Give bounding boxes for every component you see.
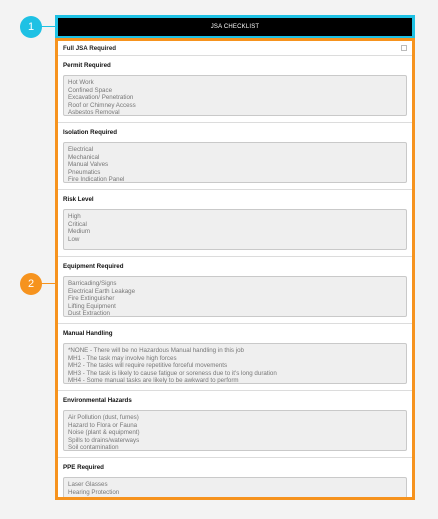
list-option[interactable]: MH4 - Some manual tasks are likely to be awkward to perform [68, 377, 239, 384]
list-option[interactable]: Low [68, 235, 80, 243]
section [58, 257, 412, 324]
multi-select-list[interactable] [63, 276, 407, 317]
section [58, 123, 412, 190]
list-option[interactable]: Hazard to Flora or Fauna [68, 421, 138, 429]
list-option[interactable]: Dust Extraction [68, 310, 110, 317]
section-title: Equipment Required [63, 263, 124, 270]
section [58, 190, 412, 257]
section-title: Environmental Hazards [63, 397, 132, 404]
page-title: JSA CHECKLIST [210, 24, 260, 30]
list-option[interactable]: Fire Indication Panel [68, 176, 125, 183]
multi-select-list[interactable] [63, 142, 407, 183]
multi-select-list[interactable] [63, 410, 407, 451]
multi-select-list[interactable] [63, 209, 407, 250]
multi-select-list[interactable] [63, 75, 407, 116]
list-option[interactable]: Noise (plant & equipment) [68, 429, 140, 437]
list-option[interactable]: Electrical [68, 146, 94, 153]
section [58, 56, 412, 123]
list-option[interactable]: Pneumatics [68, 168, 101, 176]
list-option[interactable]: Hot Work [68, 79, 94, 86]
section [58, 324, 412, 391]
list-option[interactable]: Hearing Protection [68, 488, 120, 496]
section [58, 391, 412, 458]
list-option[interactable]: Critical [68, 220, 87, 228]
callout-2-badge: 2 [20, 273, 42, 295]
section-title: Risk Level [63, 196, 94, 203]
list-option[interactable]: Electrical Earth Leakage [68, 287, 136, 295]
checklist-sections [58, 56, 412, 500]
section [58, 458, 412, 500]
list-option[interactable]: Confined Space [68, 86, 113, 94]
jsa-checklist-form [55, 38, 415, 500]
list-option[interactable]: MH3 - The task is likely to cause fatigue or soreness due to it's long duration [68, 369, 277, 377]
list-option[interactable]: Laser Glasses [68, 481, 108, 488]
section-title: Permit Required [63, 62, 111, 69]
list-option[interactable]: High [68, 213, 81, 220]
list-option[interactable]: Fire Extinguisher [68, 295, 115, 303]
full-jsa-checkbox[interactable] [401, 45, 407, 51]
callout-1-badge: 1 [20, 16, 42, 38]
list-option[interactable]: Asbestos Removal [68, 109, 120, 116]
list-option[interactable]: Excavation/ Penetration [68, 94, 134, 102]
section-title: Manual Handling [63, 330, 113, 337]
header-bar [55, 15, 415, 39]
list-option[interactable]: *NONE - There will be no Hazardous Manual handling in this job [68, 347, 244, 354]
section-title: PPE Required [63, 464, 104, 471]
list-option[interactable]: Air Pollution (dust, fumes) [68, 414, 139, 421]
list-option[interactable]: Lifting Equipment [68, 302, 116, 310]
section-title: Isolation Required [63, 129, 117, 136]
list-option[interactable]: Medium [68, 228, 91, 236]
list-option[interactable]: Barricading/Signs [68, 280, 117, 287]
list-option[interactable]: Spills to drains/waterways [68, 436, 140, 444]
full-jsa-label: Full JSA Required [63, 44, 117, 52]
list-option[interactable]: MH1 - The task may involve high forces [68, 354, 177, 362]
multi-select-list[interactable] [63, 477, 407, 500]
multi-select-list[interactable] [63, 343, 407, 384]
full-jsa-row[interactable] [58, 41, 412, 56]
list-option[interactable]: Mechanical [68, 153, 100, 161]
list-option[interactable]: Soil contamination [68, 444, 119, 451]
list-option[interactable]: Manual Valves [68, 161, 109, 169]
list-option[interactable]: Roof or Chimney Access [68, 101, 136, 109]
list-option[interactable]: MH2 - The tasks will require repetitive forceful movements [68, 362, 228, 370]
